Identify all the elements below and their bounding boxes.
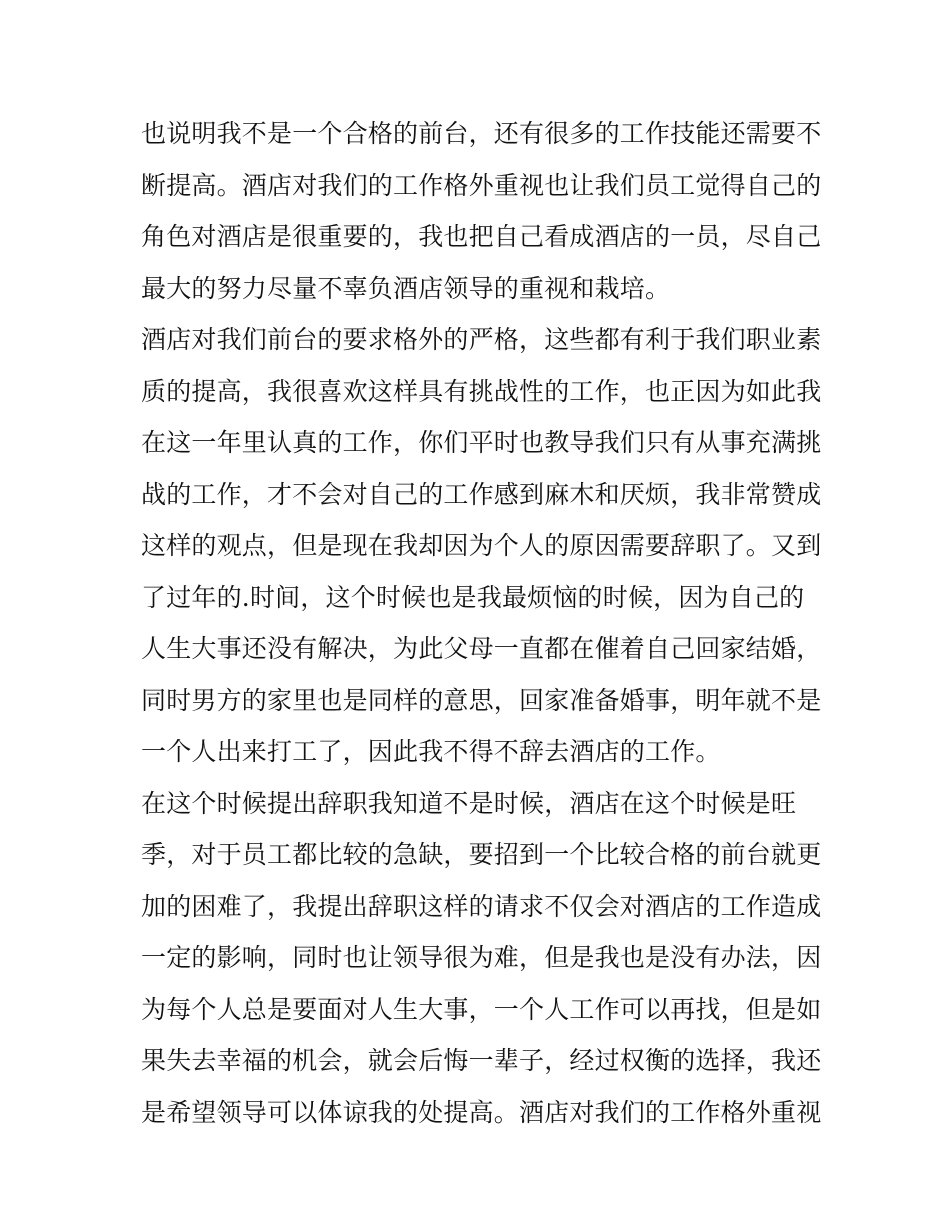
text-line: 加的困难了，我提出辞职这样的请求不仅会对酒店的工作造成 (141, 891, 821, 921)
text-line: 一个人出来打工了，因此我不得不辞去酒店的工作。 (141, 737, 721, 766)
text-line: 是希望领导可以体谅我的处提高。酒店对我们的工作格外重视 (141, 1097, 821, 1127)
text-line: 了过年的.时间，这个时候也是我最烦恼的时候，因为自己的 (141, 582, 805, 612)
text-line: 同时男方的家里也是同样的意思，回家准备婚事，明年就不是 (141, 685, 821, 715)
text-line: 在这个时候提出辞职我知道不是时候，酒店在这个时候是旺 (141, 788, 797, 818)
text-line: 断提高。酒店对我们的工作格外重视也让我们员工觉得自己的 (141, 170, 821, 200)
document-body (141, 108, 821, 1138)
text-line: 果失去幸福的机会，就会后悔一辈子，经过权衡的选择，我还 (141, 1046, 821, 1075)
text-line: 质的提高，我很喜欢这样具有挑战性的工作，也正因为如此我 (141, 376, 821, 406)
text-line: 角色对酒店是很重要的，我也把自己看成酒店的一员，尽自己 (141, 222, 821, 251)
text-line: 为每个人总是要面对人生大事，一个人工作可以再找，但是如 (141, 994, 821, 1024)
text-line: 这样的观点，但是现在我却因为个人的原因需要辞职了。又到 (141, 531, 821, 560)
text-line: 酒店对我们前台的要求格外的严格，这些都有利于我们职业素 (141, 325, 821, 354)
text-line: 最大的努力尽量不辜负酒店领导的重视和栽培。 (141, 273, 671, 303)
text-line: 在这一年里认真的工作，你们平时也教导我们只有从事充满挑 (141, 428, 821, 457)
text-line: 战的工作，才不会对自己的工作感到麻木和厌烦，我非常赞成 (141, 479, 821, 509)
text-line: 也说明我不是一个合格的前台，还有很多的工作技能还需要不 (141, 119, 821, 148)
text-line: 季，对于员工都比较的急缺，要招到一个比较合格的前台就更 (141, 840, 821, 869)
text-line: 一定的影响，同时也让领导很为难，但是我也是没有办法，因 (141, 943, 821, 972)
text-line: 人生大事还没有解决，为此父母一直都在催着自己回家结婚， (141, 634, 821, 663)
